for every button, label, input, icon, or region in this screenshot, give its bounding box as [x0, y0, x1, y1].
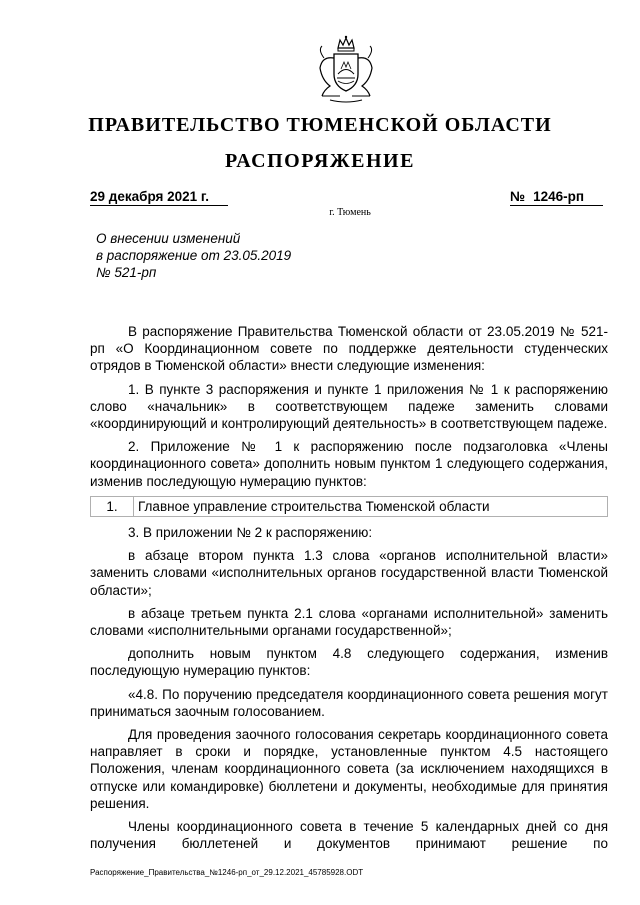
subject-line: в распоряжение от 23.05.2019 — [96, 248, 292, 263]
paragraph: в абзаце третьем пункта 2.1 слова «органами исполнительной» заменить словами «исполнительными органами государственной»; — [90, 605, 608, 639]
document-body — [90, 323, 608, 858]
members-table — [90, 496, 608, 517]
paragraph: В распоряжение Правительства Тюменской области от 23.05.2019 № 521-рп «О Координационном совете по поддержке деятельности студенческих отрядов в Тюменской области» внести следующие изменения: — [90, 324, 608, 374]
coat-of-arms-icon — [310, 34, 382, 106]
paragraph: Для проведения заочного голосования секретарь координационного совета направляет в сроки и порядке, установленные пунктом 4.5 настоящего Положения, членам координационного совета (за исключением находящихся в отпуске или командировке) бюллетени и документы, необходимые для принятия решения. — [90, 727, 608, 811]
paragraph: 3. В приложении № 2 к распоряжению: — [128, 525, 373, 541]
document-city: г. Тюмень — [329, 207, 371, 218]
paragraph: дополнить новым пунктом 4.8 следующего содержания, изменив последующую нумерацию пунктов: — [90, 646, 608, 679]
document-subject — [96, 230, 291, 281]
paragraph: «4.8. По поручению председателя координационного совета решения могут приниматься заочным голосованием. — [90, 686, 608, 719]
paragraph: в абзаце втором пункта 1.3 слова «органов исполнительной власти» заменить словами «исполнительных органов государственной власти Тюменской области»; — [90, 548, 608, 598]
table-row — [91, 496, 608, 516]
table-cell-text: Главное управление строительства Тюменской области — [134, 496, 608, 516]
document-number — [510, 189, 603, 206]
paragraph: 2. Приложение № 1 к распоряжению после подзаголовка «Члены координационного совета» дополнить новым пунктом 1 следующего содержания, изменив последующую нумерацию пунктов: — [90, 439, 608, 489]
government-title: ПРАВИТЕЛЬСТВО ТЮМЕНСКОЙ ОБЛАСТИ — [88, 114, 552, 136]
paragraph: Члены координационного совета в течение 5 календарных дней со дня получения бюллетеней и документов принимают решение по — [90, 819, 608, 852]
paragraph: 1. В пункте 3 распоряжения и пункте 1 приложения № 1 к распоряжению слово «начальник» в соответствующем падеже заменить словами «координирующий и контролирующий деятельность» в соответствующем падеже. — [90, 381, 608, 432]
subject-line: О внесении изменений — [96, 231, 241, 246]
document-type: РАСПОРЯЖЕНИЕ — [225, 150, 415, 172]
number-value: 1246-рп — [533, 189, 584, 204]
subject-line: № 521-рп — [96, 265, 157, 280]
number-sign: № — [510, 189, 526, 204]
table-cell-number: 1. — [91, 496, 134, 516]
footer-filename: Распоряжение_Правительства_№1246-рп_от_29.12.2021_45785928.ODT — [90, 868, 364, 877]
document-date: 29 декабря 2021 г. — [90, 189, 228, 206]
